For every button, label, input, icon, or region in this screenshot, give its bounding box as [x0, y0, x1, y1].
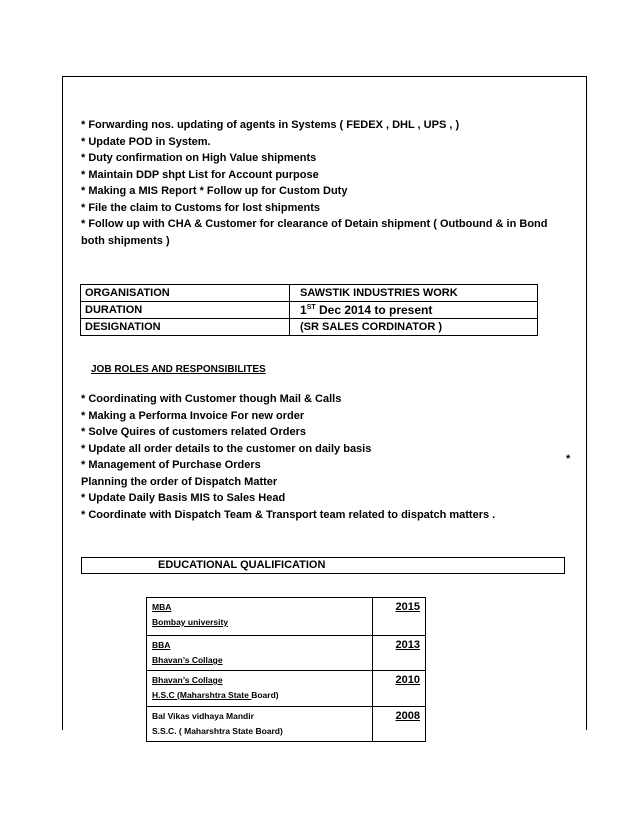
education-details: [147, 636, 373, 671]
list-item: * Solve Quires of customers related Orders: [81, 426, 306, 438]
list-item: * Management of Purchase Orders: [81, 459, 261, 471]
year: 2013: [373, 636, 426, 671]
list-item: * Making a MIS Report * Follow up for Custom Duty: [81, 185, 348, 197]
list-item: * Update POD in System.: [81, 135, 211, 148]
education-table: [146, 597, 426, 742]
table-row: [147, 598, 426, 636]
year: 2008: [373, 707, 426, 742]
education-heading: EDUCATIONAL QUALIFICATION: [81, 557, 565, 574]
institute: Bhavan’s Collage: [152, 655, 223, 665]
organisation-table: [80, 284, 538, 336]
list-item: * Update all order details to the customer on daily basis: [81, 442, 372, 455]
duration-value: [290, 302, 538, 319]
institute-underlined: H.S.C (Maharshtra State: [152, 690, 252, 700]
job-roles-heading: JOB ROLES AND RESPONSIBILITES: [91, 364, 266, 375]
job-roles-list: [81, 391, 551, 523]
year: 2010: [373, 671, 426, 707]
table-row: [81, 285, 538, 302]
designation-value: (SR SALES CORDINATOR ): [290, 319, 538, 336]
org-label: ORGANISATION: [81, 285, 290, 302]
table-row: [81, 319, 538, 336]
list-item: * Update Daily Basis MIS to Sales Head: [81, 492, 286, 504]
duration-rest: Dec 2014 to present: [315, 303, 433, 317]
table-row: [147, 707, 426, 742]
year: 2015: [373, 598, 426, 636]
list-item: * File the claim to Customs for lost shipments: [81, 201, 320, 214]
org-value: SAWSTIK INDUSTRIES WORK: [290, 285, 538, 302]
institute: Bombay university: [152, 617, 229, 627]
education-details: [147, 598, 373, 636]
institute: [152, 688, 367, 703]
designation-label: DESIGNATION: [81, 319, 290, 336]
list-item: * Forwarding nos. updating of agents in Systems ( FEDEX , DHL , UPS , ): [81, 119, 460, 131]
institute: S.S.C. ( Maharshtra State Board): [152, 726, 283, 736]
duration-label: DURATION: [81, 302, 290, 319]
list-item: * Maintain DDP shpt List for Account purpose: [81, 168, 319, 181]
table-row: [81, 302, 538, 319]
degree: Bhavan’s Collage: [152, 675, 223, 685]
degree: BBA: [152, 640, 171, 650]
duties-list: [81, 117, 551, 249]
table-row: [147, 671, 426, 707]
duration-sup: ST: [306, 304, 316, 311]
list-item: * Coordinating with Customer though Mail & Calls: [81, 393, 342, 405]
list-item: Planning the order of Dispatch Matter: [81, 475, 278, 488]
degree: MBA: [152, 602, 172, 612]
list-item: * Duty confirmation on High Value shipments: [81, 152, 317, 164]
education-details: [147, 707, 373, 742]
list-item: * Making a Performa Invoice For new order: [81, 409, 305, 422]
list-item: * Coordinate with Dispatch Team & Transport team related to dispatch matters .: [81, 508, 496, 521]
stray-asterisk: *: [566, 453, 571, 465]
degree: Bal Vikas vidhaya Mandir: [152, 711, 254, 721]
education-details: [147, 671, 373, 707]
institute-rest: Board): [251, 690, 279, 700]
table-row: [147, 636, 426, 671]
duration-day: 1: [300, 303, 307, 317]
list-item: * Follow up with CHA & Customer for clearance of Detain shipment ( Outbound & in Bond both shipments ): [81, 218, 548, 247]
